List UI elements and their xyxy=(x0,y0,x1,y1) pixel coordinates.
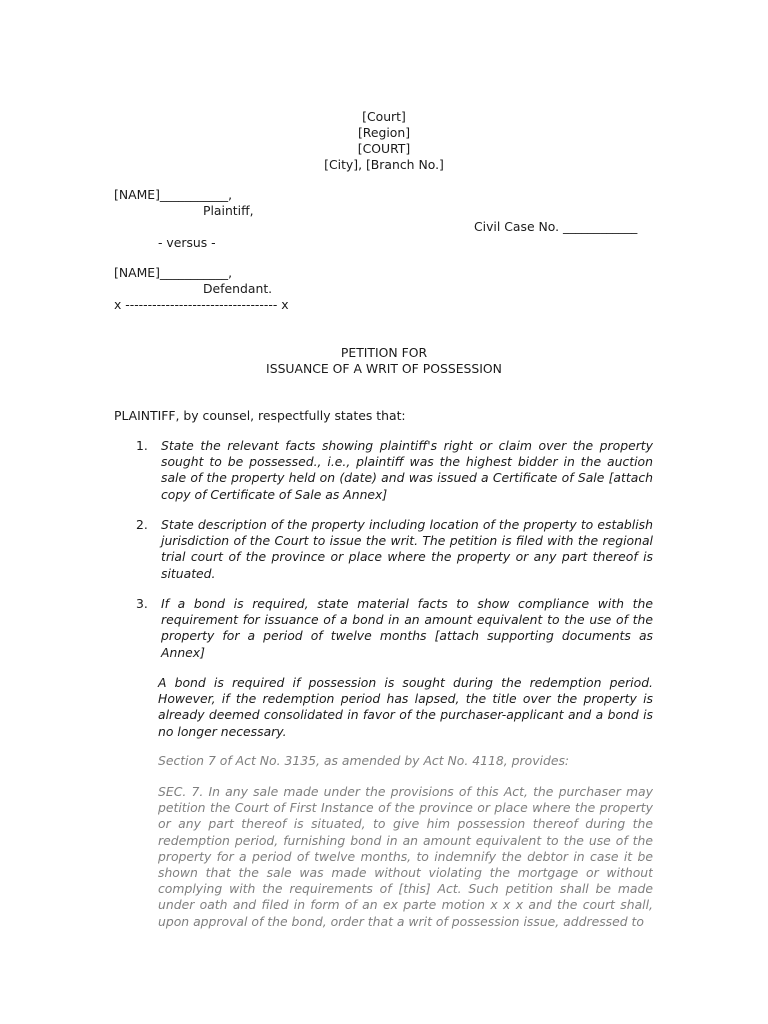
header-court-caps: [COURT] xyxy=(357,141,411,156)
intro-paragraph: PLAINTIFF, by counsel, respectfully states that: xyxy=(114,408,406,423)
section-intro: Section 7 of Act No. 3135, as amended by Act No. 4118, provides: xyxy=(158,753,570,768)
defendant-name: [NAME]___________, xyxy=(114,265,233,280)
title-line-1: PETITION FOR xyxy=(340,345,428,360)
item-number: 1. xyxy=(136,438,148,453)
header-court: [Court] xyxy=(362,109,406,124)
defendant-role: Defendant. xyxy=(203,281,273,296)
item-number: 3. xyxy=(136,596,148,611)
plaintiff-role: Plaintiff, xyxy=(203,203,254,218)
item-text: State the relevant facts showing plaintiff's right or claim over the property sought to be possessed., i.e., plaintiff was the highest bidder in the auction sale of the property held on (date) and was issued a Certificate of Sale [attach copy of Certificate of Sale as Annex] xyxy=(161,438,653,502)
item-text: If a bond is required, state material facts to show compliance with the requirement for issuance of a bond in an amount equivalent to the use of the property for a period of twelve months [attach supporting documents as Annex] xyxy=(161,596,653,660)
versus-label: - versus - xyxy=(158,235,216,250)
section-7-quote: SEC. 7. In any sale made under the provisions of this Act, the purchaser may petition the Court of First Instance of the province or place where the property or any part thereof is situated, to give him possession thereof during the redemption period, furnishing bond in an amount equivalent to the use of the property for a period of twelve months, to indemnify the debtor in case it be shown that the sale was made without violating the mortgage or without complying with the requirements of [this] Act. Such petition shall be made under oath and filed in form of an ex parte motion x x x and the court shall, upon approval of the bond, order that a writ of possession issue, addressed to xyxy=(158,784,653,929)
court-header xyxy=(0,109,768,173)
civil-case-number: Civil Case No. ____________ xyxy=(474,219,638,234)
petition-title xyxy=(0,345,768,377)
header-city-branch: [City], [Branch No.] xyxy=(324,157,444,172)
title-line-2: ISSUANCE OF A WRIT OF POSSESSION xyxy=(266,361,502,376)
item-text: State description of the property including location of the property to establish jurisdiction of the Court to issue the writ. The petition is filed with the regional trial court of the province or place where the property or any part thereof is situated. xyxy=(161,517,653,581)
header-region: [Region] xyxy=(357,125,411,140)
caption-separator: x ---------------------------------- x xyxy=(114,297,289,312)
item-number: 2. xyxy=(136,517,148,532)
bond-note: A bond is required if possession is sought during the redemption period. However, if the redemption period has lapsed, the title over the property is already deemed consolidated in favor of the purchaser-applicant and a bond is no longer necessary. xyxy=(158,675,653,739)
plaintiff-name: [NAME]___________, xyxy=(114,187,233,202)
